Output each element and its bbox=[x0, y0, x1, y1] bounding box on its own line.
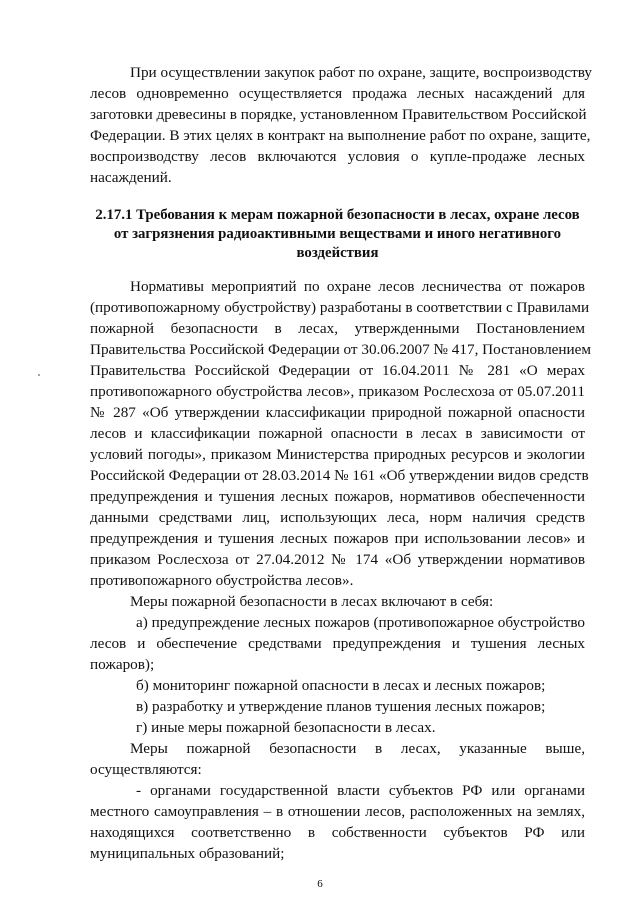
section-heading-line: от загрязнения радиоактивными веществами и иного негативного bbox=[113, 226, 562, 242]
paragraph-1-line: заготовки древесины в порядке, установленном Правительством Российской bbox=[90, 106, 587, 123]
measures-intro: Меры пожарной безопасности в лесах включают в себя: bbox=[130, 593, 494, 610]
dash-item-line: находящихся соответственно в собственности субъектов РФ или bbox=[90, 824, 585, 841]
page-number: 6 bbox=[317, 878, 323, 890]
paragraph-1-line: лесов одновременно осуществляется продажа лесных насаждений для bbox=[90, 85, 585, 102]
section-heading-line: 2.17.1 Требования к мерам пожарной безопасности в лесах, охране лесов bbox=[95, 207, 580, 223]
paragraph-2-line: предупреждения и тушения лесных пожаров, нормативов обеспеченности bbox=[90, 488, 585, 505]
paragraph-2-line: противопожарного обустройства лесов», приказом Рослесхоза от 05.07.2011 bbox=[90, 383, 585, 400]
list-item-v: в) разработку и утверждение планов тушения лесных пожаров; bbox=[136, 698, 546, 715]
paragraph-2-line: Нормативы мероприятий по охране лесов лесничества от пожаров bbox=[130, 278, 585, 295]
paragraph-2-line: лесов и классификации пожарной опасности в лесах в зависимости от bbox=[90, 425, 585, 442]
paragraph-2-line: данными средствами лиц, использующих леса, норм наличия средств bbox=[90, 509, 585, 526]
paragraph-3-line: Меры пожарной безопасности в лесах, указанные выше, bbox=[130, 740, 585, 757]
paragraph-2-line: предупреждения и тушения лесных пожаров при использовании лесов» и bbox=[90, 530, 585, 547]
paragraph-2-line: противопожарного обустройства лесов». bbox=[90, 572, 354, 589]
paragraph-3-line: осуществляются: bbox=[90, 761, 202, 778]
list-item-b: б) мониторинг пожарной опасности в лесах и лесных пожаров; bbox=[136, 677, 546, 694]
scan-speck bbox=[38, 374, 40, 376]
paragraph-2-line: (противопожарному обустройству) разработаны в соответствии с Правилами bbox=[90, 299, 590, 316]
paragraph-2-line: приказом Рослесхоза от 27.04.2012 № 174 «Об утверждении нормативов bbox=[90, 551, 585, 568]
paragraph-2-line: условий погоды», приказом Министерства природных ресурсов и экологии bbox=[90, 446, 585, 463]
list-item-a-line: лесов и обеспечение средствами предупреждения и тушения лесных bbox=[90, 635, 585, 652]
paragraph-1-line: Федерации. В этих целях в контракт на выполнение работ по охране, защите, bbox=[90, 127, 591, 144]
section-heading-line: воздействия bbox=[296, 245, 379, 261]
list-item-a-line: пожаров); bbox=[90, 656, 155, 673]
paragraph-2-line: Правительства Российской Федерации от 30.06.2007 № 417, Постановлением bbox=[90, 341, 592, 358]
paragraph-1-line: насаждений. bbox=[90, 169, 172, 186]
list-item-a-line: а) предупреждение лесных пожаров (противопожарное обустройство bbox=[136, 614, 585, 631]
dash-item-line: муниципальных образований; bbox=[90, 845, 285, 862]
paragraph-1-line: При осуществлении закупок работ по охране, защите, воспроизводству bbox=[130, 64, 592, 81]
paragraph-2-line: Российской Федерации от 28.03.2014 № 161 «Об утверждении видов средств bbox=[90, 467, 589, 484]
paragraph-2-line: № 287 «Об утверждении классификации природной пожарной опасности bbox=[90, 404, 585, 421]
dash-item-line: - органами государственной власти субъектов РФ или органами bbox=[136, 782, 585, 799]
paragraph-2-line: Правительства Российской Федерации от 16.04.2011 № 281 «О мерах bbox=[90, 362, 585, 379]
dash-item-line: местного самоуправления – в отношении лесов, расположенных на землях, bbox=[90, 803, 585, 820]
list-item-g: г) иные меры пожарной безопасности в лесах. bbox=[136, 719, 436, 736]
paragraph-1-line: воспроизводству лесов включаются условия о купле-продаже лесных bbox=[90, 148, 585, 165]
paragraph-2-line: пожарной безопасности в лесах, утвержденными Постановлением bbox=[90, 320, 585, 337]
